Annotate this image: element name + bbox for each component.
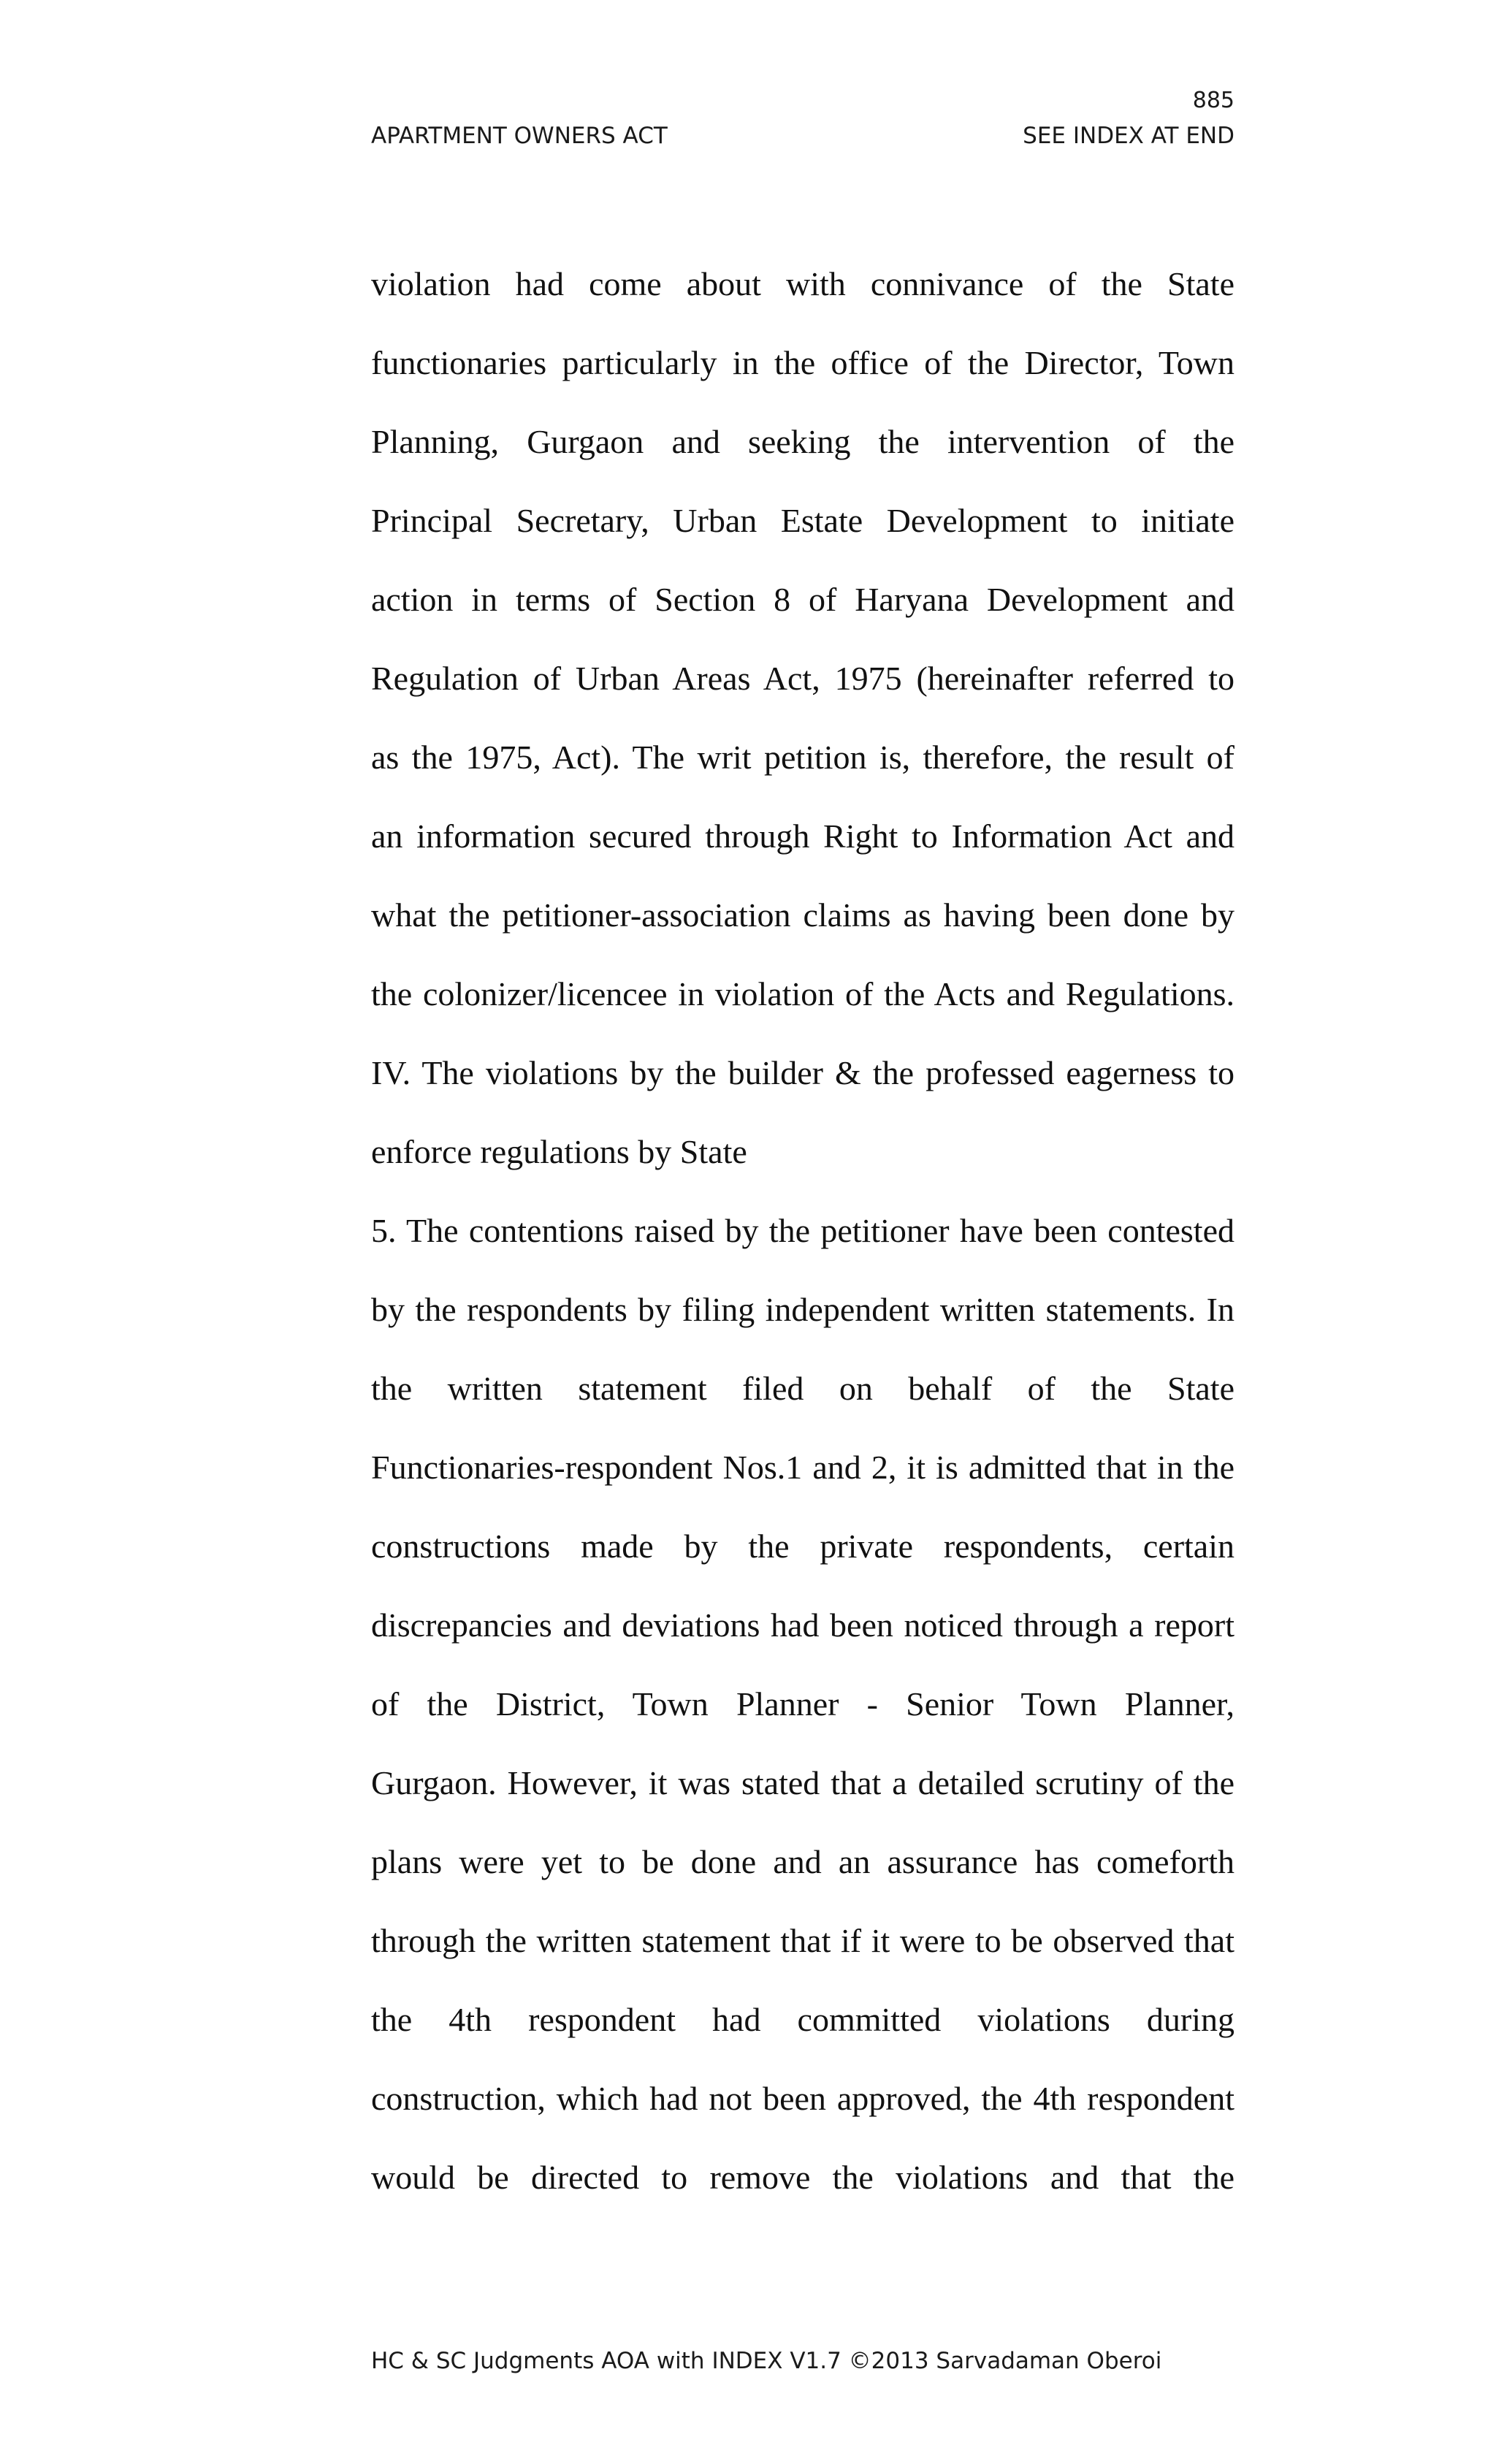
body-line: Gurgaon. However, it was stated that a detailed scrutiny of the [371, 1764, 1234, 1801]
footer-copyright: HC & SC Judgments AOA with INDEX V1.7 ©2013 Sarvadaman Oberoi [371, 2348, 1162, 2374]
section-heading-line: IV. The violations by the builder & the professed eagerness to [371, 1054, 1234, 1091]
body-line: the colonizer/licencee in violation of the Acts and Regulations. [371, 975, 1234, 1012]
body-line: 5. The contentions raised by the petitioner have been contested [371, 1212, 1234, 1249]
page-number: 885 [1192, 88, 1234, 113]
body-line: Planning, Gurgaon and seeking the intervention of the [371, 423, 1234, 460]
body-line: Functionaries-respondent Nos.1 and 2, it is admitted that in the [371, 1449, 1234, 1486]
running-header-index-note: SEE INDEX AT END [1023, 123, 1234, 149]
body-line: action in terms of Section 8 of Haryana Development and [371, 581, 1234, 618]
body-line: Principal Secretary, Urban Estate Development to initiate [371, 502, 1234, 539]
body-line: an information secured through Right to Information Act and [371, 817, 1234, 855]
running-header-title: APARTMENT OWNERS ACT [371, 123, 668, 149]
body-line: what the petitioner-association claims as having been done by [371, 896, 1234, 934]
body-line: Regulation of Urban Areas Act, 1975 (hereinafter referred to [371, 660, 1234, 697]
body-line: functionaries particularly in the office of the Director, Town [371, 344, 1234, 381]
body-line: construction, which had not been approved, the 4th respondent [371, 2080, 1234, 2117]
body-line: the 4th respondent had committed violations during [371, 2001, 1234, 2038]
body-line: discrepancies and deviations had been noticed through a report [371, 1606, 1234, 1644]
body-line: plans were yet to be done and an assurance has comeforth [371, 1843, 1234, 1880]
section-heading-line: enforce regulations by State [371, 1133, 747, 1170]
body-line: constructions made by the private respondents, certain [371, 1527, 1234, 1565]
body-line: of the District, Town Planner - Senior Town Planner, [371, 1685, 1234, 1723]
body-line: violation had come about with connivance of the State [371, 265, 1234, 302]
body-line: would be directed to remove the violations and that the [371, 2159, 1234, 2196]
judgment-body-text [371, 259, 1234, 2232]
body-line: as the 1975, Act). The writ petition is, therefore, the result of [371, 739, 1234, 776]
body-line: by the respondents by filing independent written statements. In [371, 1291, 1234, 1328]
body-line: the written statement filed on behalf of the State [371, 1370, 1234, 1407]
body-line: through the written statement that if it were to be observed that [371, 1922, 1234, 1959]
